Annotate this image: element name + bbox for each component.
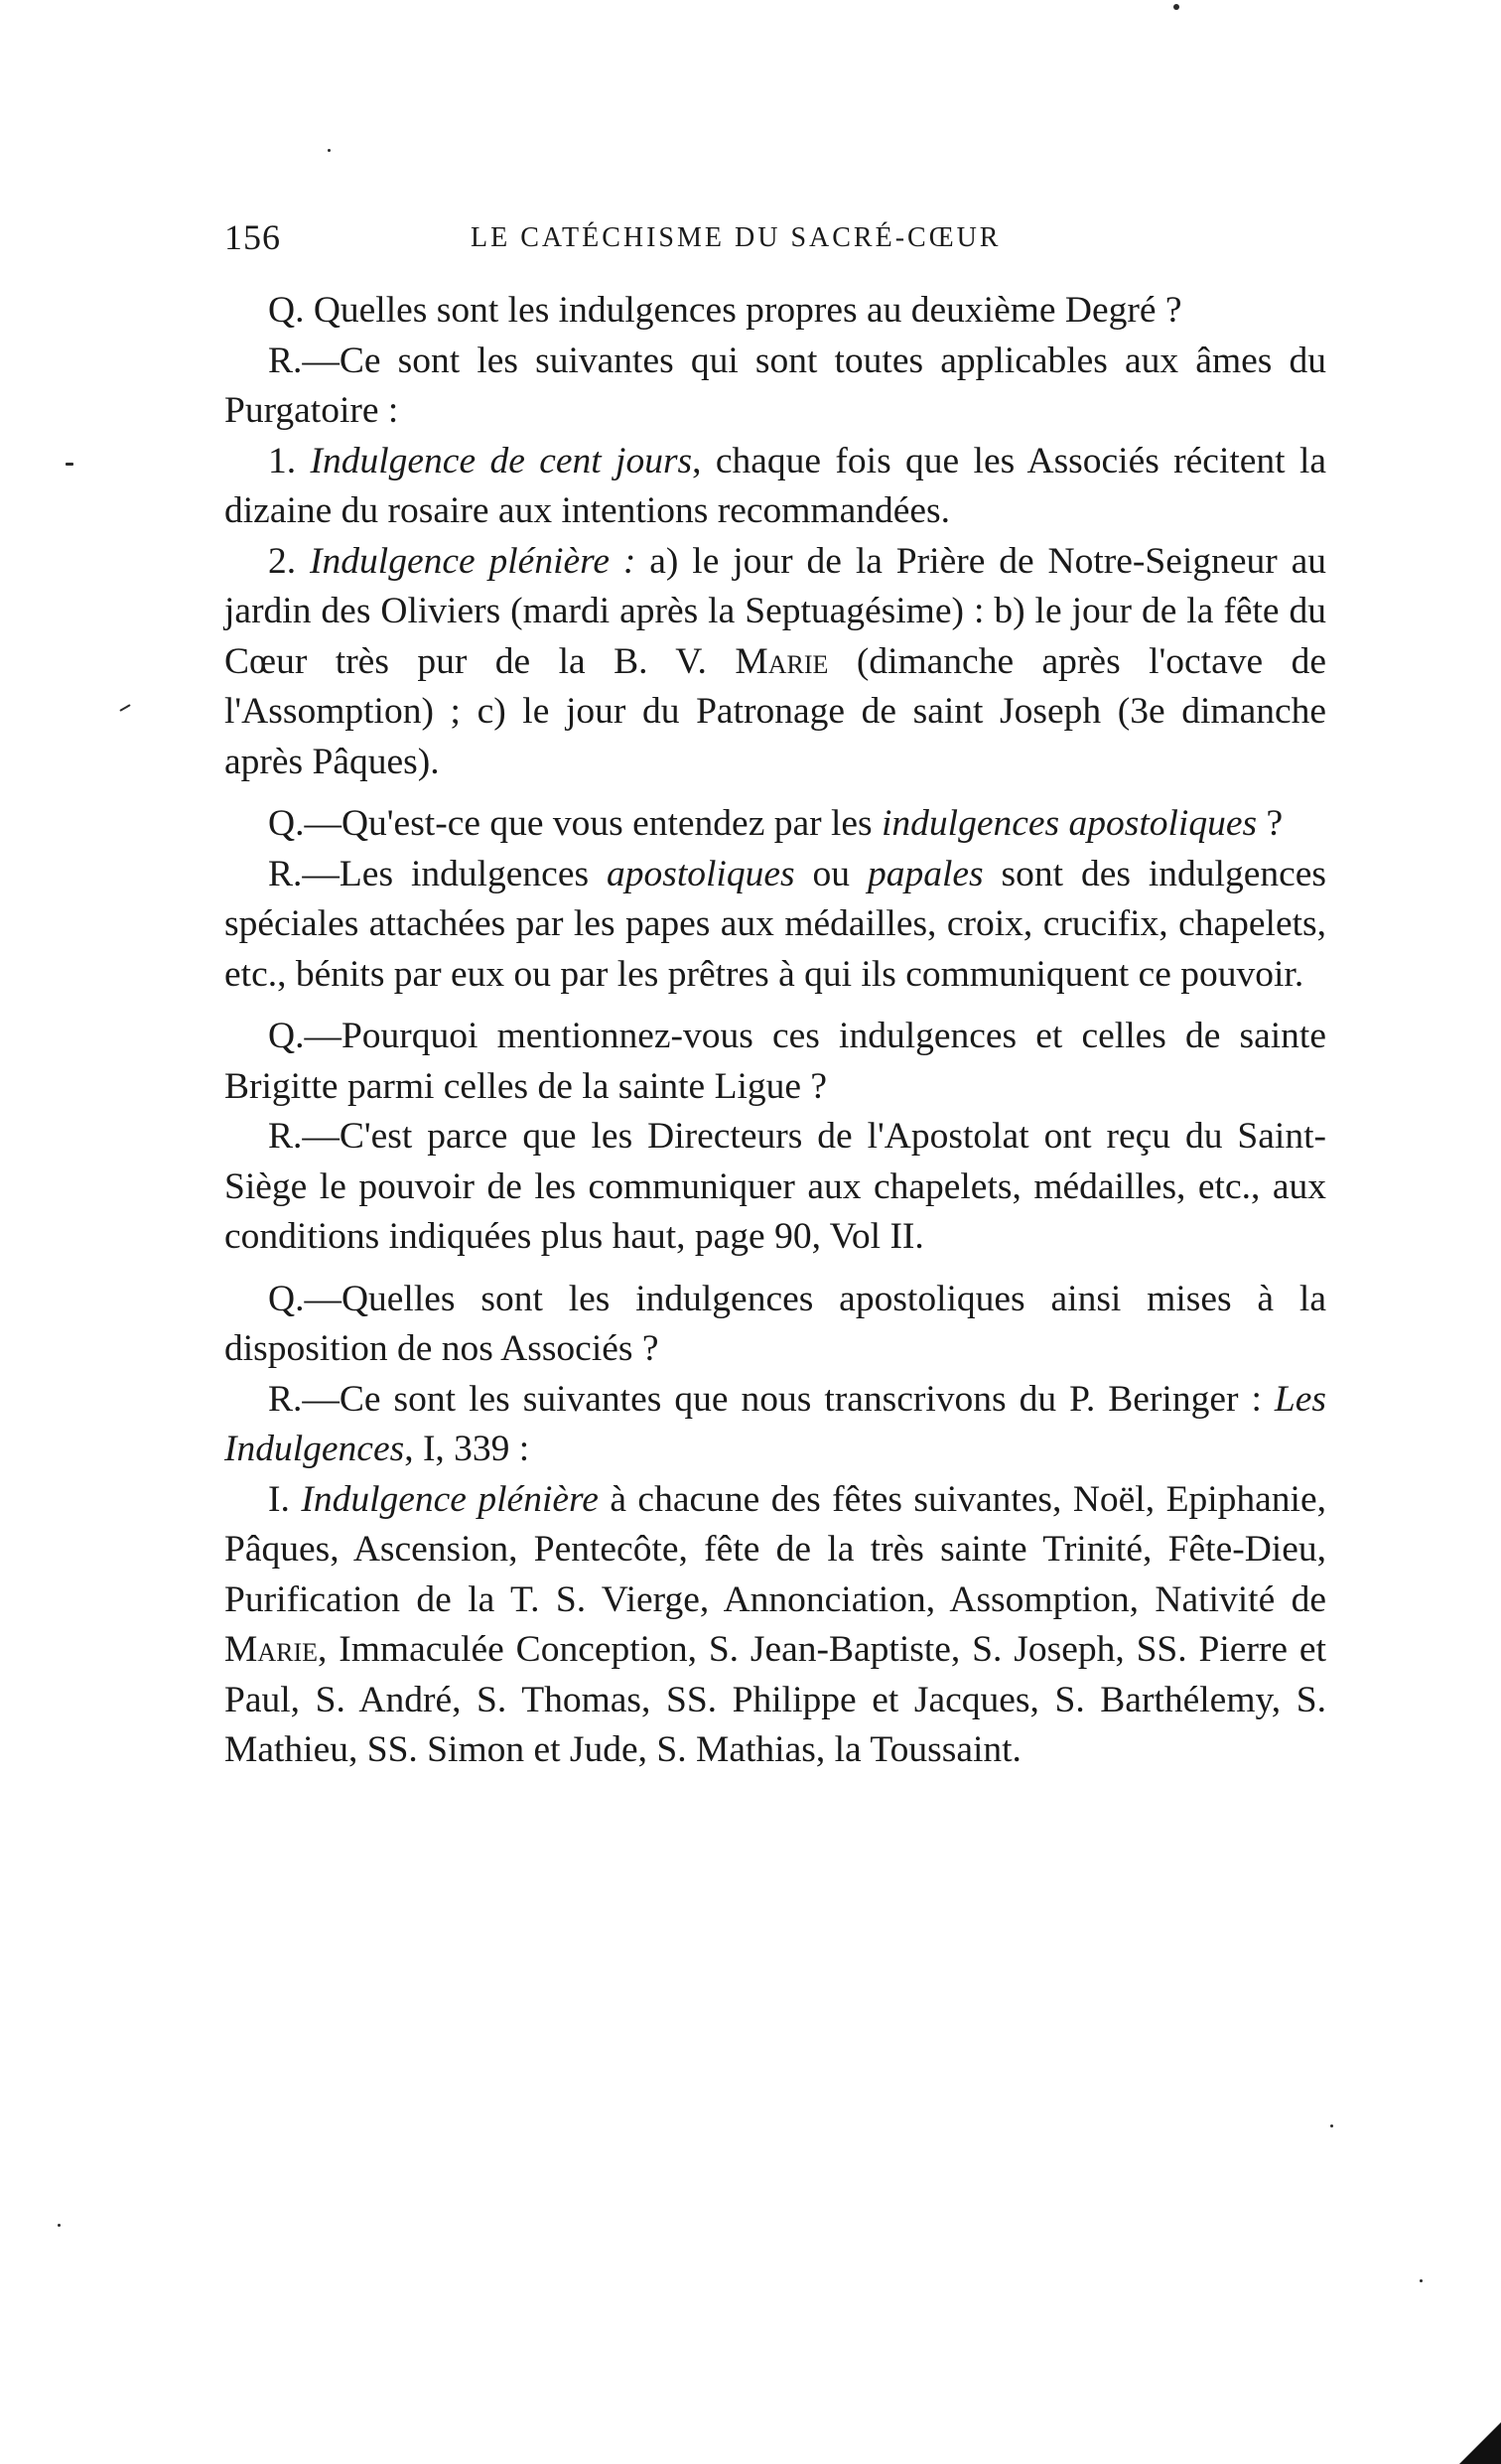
page-body — [224, 286, 1326, 1776]
small-caps-name: Marie — [735, 640, 829, 682]
italic-book-title: Les Indulgences — [224, 1378, 1326, 1469]
scan-edge-shadow — [1459, 2422, 1501, 2464]
paragraph-item-3 — [224, 1475, 1326, 1776]
page-number: 156 — [224, 217, 281, 257]
paragraph-answer-1: R.—Ce sont les suivantes qui sont toutes applicables aux âmes du Purgatoire : — [224, 340, 1326, 431]
item-number: I. — [268, 1478, 302, 1520]
paragraph-question-2 — [224, 799, 1326, 850]
item-number: 2. — [268, 540, 311, 582]
italic-term: indulgences apostoliques — [882, 803, 1258, 844]
italic-term-2: papales — [867, 853, 984, 894]
paragraph-question-3: Q.—Pourquoi mentionnez-vous ces indulgences et celles de sainte Brigitte parmi celles de la sainte Ligue ? — [224, 1016, 1326, 1107]
item-text: a) le jour de la Prière de Notre-Seigneur au jardin des Oliviers (mardi après la Septuagésime) : b) le jour de la fête du Cœur très pur de la B. V. — [224, 540, 1326, 682]
answer-mid: ou — [794, 853, 868, 894]
paragraph-question-1: Q. Quelles sont les indulgences propres au deuxième Degré ? — [268, 290, 1182, 331]
answer-text: sont des indulgences spéciales attachées par les papes aux médailles, croix, crucifix, chapelets, etc., bénits par eux ou par les prêtres à qui ils communiquent ce pouvoir. — [224, 853, 1326, 995]
paragraph-question-4: Q.—Quelles sont les indulgences apostoliques ainsi mises à la disposition de nos Associés ? — [224, 1278, 1326, 1369]
italic-term-1: apostoliques — [607, 853, 795, 894]
italic-term: Indulgence plénière — [301, 1478, 599, 1520]
paragraph-item-2 — [224, 537, 1326, 788]
item-text-continued: , Immaculée Conception, S. Jean-Baptiste, S. Joseph, SS. Pierre et Paul, S. André, S. Thomas, SS. Philippe et Jacques, S. Barthélemy, S. Mathieu, SS. Simon et Jude, S. Mathias, la Toussaint. — [224, 1629, 1326, 1770]
scan-speck — [58, 2224, 61, 2227]
running-header — [224, 216, 1326, 266]
question-lead: Q.—Qu'est-ce que vous entendez par les — [268, 803, 882, 844]
paragraph-answer-4 — [224, 1375, 1326, 1475]
item-text: , chaque fois que les Associés récitent la dizaine du rosaire aux intentions recommandées. — [224, 440, 1327, 531]
item-number: 1. — [268, 440, 311, 481]
scan-speck — [328, 149, 331, 152]
paragraph-answer-2 — [224, 850, 1326, 1001]
paragraph-item-1 — [224, 437, 1326, 537]
question-end: ? — [1257, 803, 1284, 844]
italic-term: Indulgence plénière : — [310, 540, 636, 582]
running-title: LE CATÉCHISME DU SACRÉ-CŒUR — [471, 222, 1002, 253]
answer-citation: , I, 339 : — [404, 1429, 530, 1469]
italic-term: Indulgence de cent jours — [310, 440, 693, 481]
answer-lead: R.—Ce sont les suivantes que nous transcrivons du P. Beringer : — [268, 1378, 1275, 1420]
answer-lead: R.—Les indulgences — [268, 853, 607, 894]
scan-speck — [1420, 2279, 1423, 2282]
paragraph-answer-3: R.—C'est parce que les Directeurs de l'Apostolat ont reçu du Saint-Siège le pouvoir de les communiquer aux chapelets, médailles, etc., aux conditions indiquées plus haut, page 90, Vol II. — [224, 1116, 1326, 1257]
small-caps-name: Marie — [224, 1629, 319, 1670]
scan-speck — [1173, 4, 1179, 10]
item-text-continued: (dimanche après l'octave de l'Assomption) ; c) le jour du Patronage de saint Joseph (3e dimanche après Pâques). — [224, 640, 1326, 782]
scan-speck — [1330, 2124, 1333, 2127]
item-text: à chacune des fêtes suivantes, Noël, Epiphanie, Pâques, Ascension, Pentecôte, fête de la très sainte Trinité, Fête-Dieu, Purification de la T. S. Vierge, Annonciation, Assomption, Nativité de — [224, 1478, 1326, 1620]
scan-speck — [66, 463, 73, 466]
scan-speck — [119, 704, 130, 712]
